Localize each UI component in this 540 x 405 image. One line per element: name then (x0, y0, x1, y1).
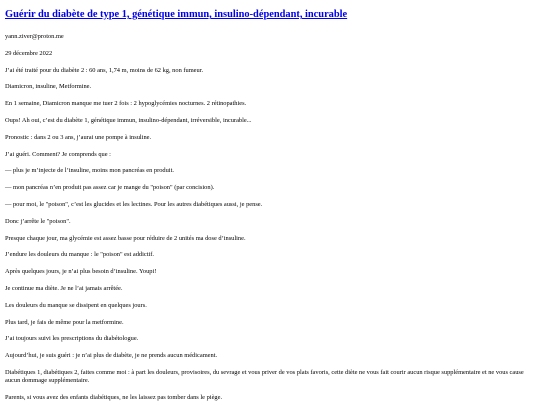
paragraph: — plus je m’injecte de l’insuline, moins mon pancréas en produit. (5, 167, 174, 175)
article-date: 29 décembre 2022 (5, 49, 53, 57)
paragraph: Diabétiques 1, diabétiques 2, faites comme moi : à part les douleurs, provisoires, du sevrage et vous priver de vos plats favoris, cette diète ne vous fait courir aucun risque supplémentaire et ne vous cause aucun dommage supplémentaire. (5, 368, 524, 384)
author-email: yann.ziver@proton.me (5, 33, 64, 40)
paragraph: Pronostic : dans 2 ou 3 ans, j’aurai une pompe à insuline. (5, 133, 152, 141)
paragraph: Je continue ma diète. Je ne l’ai jamais arrêtée. (5, 284, 123, 292)
paragraph: Les douleurs du manque se dissipent en quelques jours. (5, 301, 147, 309)
paragraph: Aujourd’hui, je suis guéri : je n’ai plus de diabète, je ne prends aucun médicament. (5, 352, 218, 360)
paragraph: — mon pancréas n’en produit pas assez car je mange du "poison" (par concision). (5, 184, 215, 192)
paragraph: Après quelques jours, je n’ai plus besoin d’insuline. Youpi! (5, 268, 157, 276)
paragraph: J’ai guéri. Comment? Je comprends que : (5, 150, 111, 158)
paragraph: Donc j’arrête le "poison". (5, 217, 71, 225)
paragraph: — pour moi, le "poison", c’est les glucides et les lectines. Pour les autres diabétiques aussi, je pense. (5, 200, 263, 208)
paragraph: Presque chaque jour, ma glycémie est assez basse pour réduire de 2 unités ma dose d’insuline. (5, 234, 246, 242)
article-body (5, 33, 535, 402)
paragraph: J’ai toujours suivi les prescriptions du diabétologue. (5, 335, 139, 343)
paragraph: Diamicron, insuline, Metformine. (5, 83, 92, 91)
paragraph: J’endure les douleurs du manque : le "poison" est addictif. (5, 251, 154, 259)
paragraph: Plus tard, je fais de même pour la metformine. (5, 318, 124, 326)
article-title-link[interactable]: Guérir du diabète de type 1, génétique immun, insulino-dépendant, incurable (5, 9, 348, 20)
paragraph: J’ai été traité pour du diabète 2 : 60 ans, 1,74 m, moins de 62 kg, non fumeur. (5, 66, 204, 74)
paragraph: Parents, si vous avez des enfants diabétiques, ne les laissez pas tomber dans le piège. (5, 393, 223, 401)
paragraph: Oups! Ah oui, c’est du diabète 1, génétique immun, insulino-dépendant, irréversible, incurable... (5, 116, 252, 124)
paragraph: En 1 semaine, Diamicron manque me tuer 2 fois : 2 hypoglycémies nocturnes. 2 rétinopathies. (5, 100, 247, 108)
